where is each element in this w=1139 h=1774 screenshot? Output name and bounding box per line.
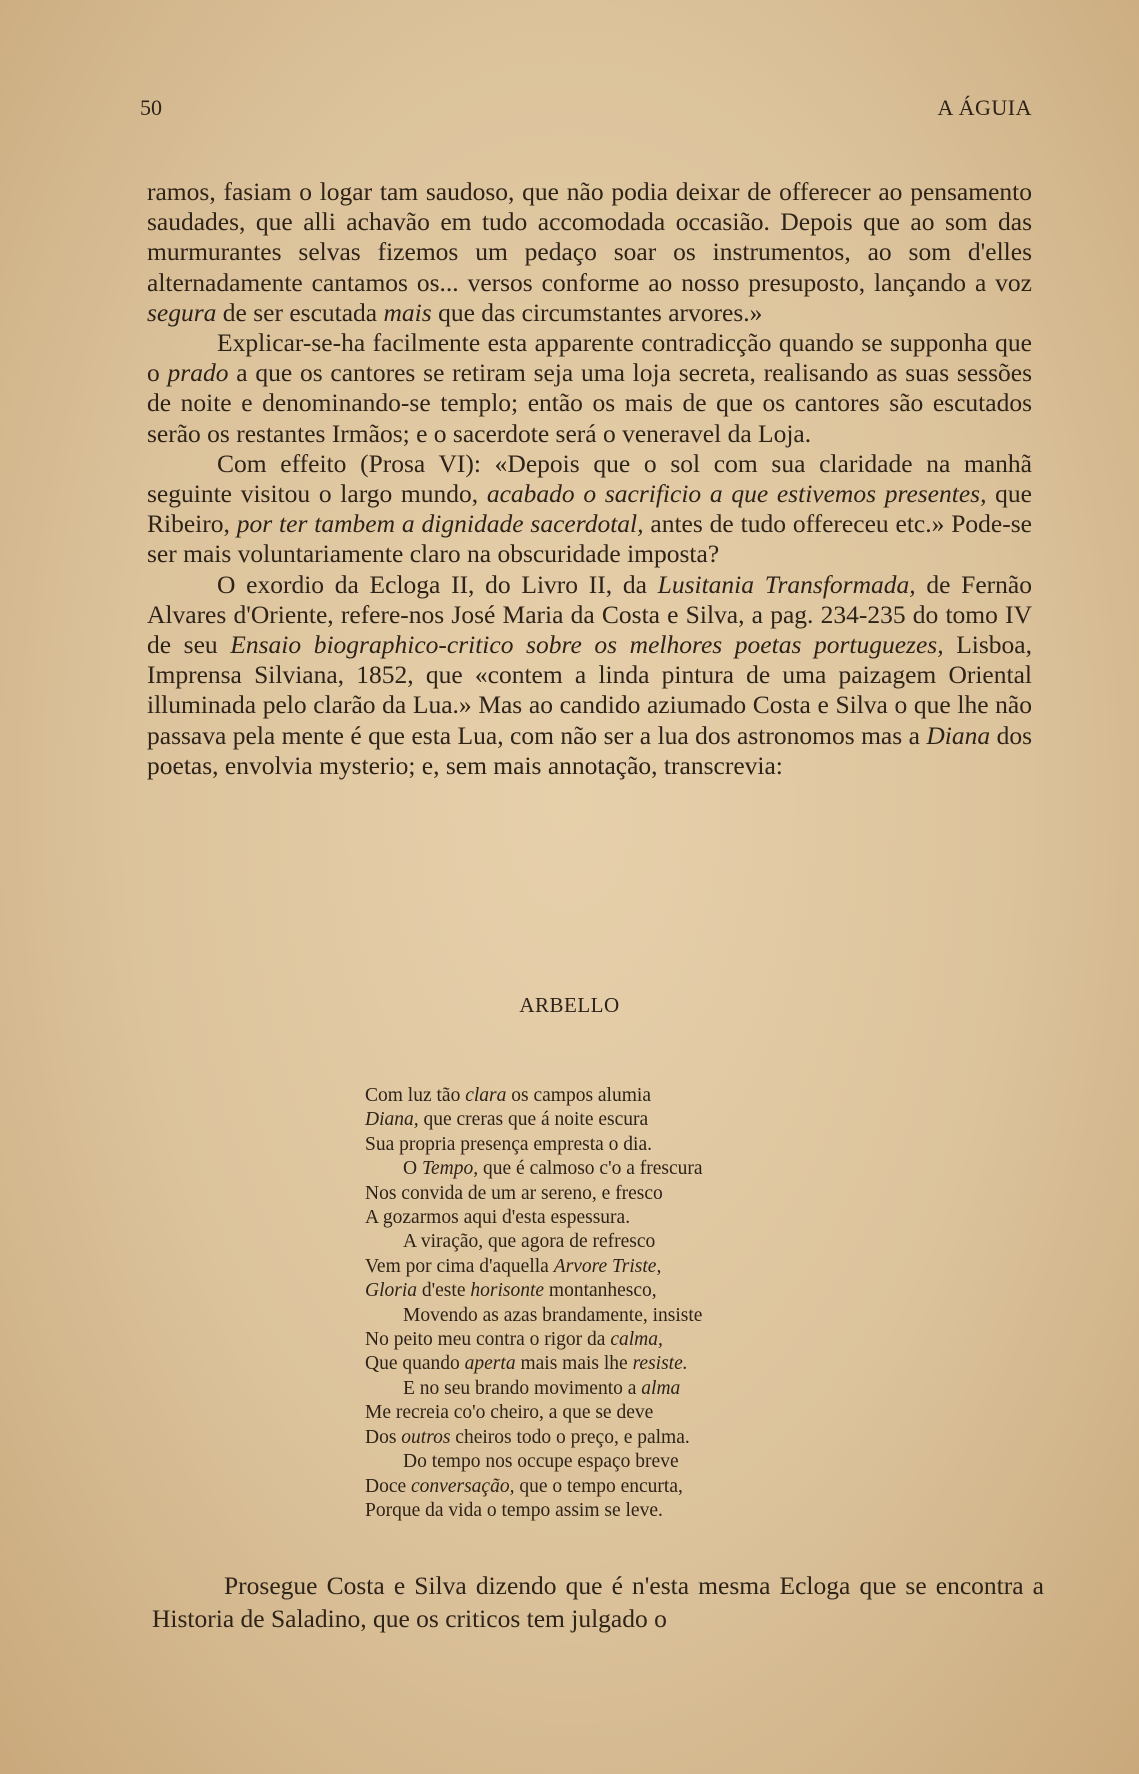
poem-line: Sua propria presença empresta o dia. xyxy=(365,1133,652,1155)
text-run: Explicar-se-ha facilmente esta apparente contradicção quando se supponha que o xyxy=(147,328,1032,388)
poem-line: A viração, que agora de refresco xyxy=(403,1231,656,1253)
poem xyxy=(365,1084,835,1523)
poem-line: Diana, que creras que á noite escura xyxy=(365,1109,649,1131)
body-text xyxy=(147,177,1032,781)
italic-run: mais xyxy=(383,297,432,327)
paragraph-1 xyxy=(147,177,1032,328)
text-run: O exordio da Ecloga II, do Livro II, da xyxy=(217,569,658,599)
poem-line: Me recreia co'o cheiro, a que se deve xyxy=(365,1402,654,1424)
text-run: de ser escutada xyxy=(216,297,384,327)
poem-title: ARBELLO xyxy=(519,993,620,1017)
poem-line: Nos convida de um ar sereno, e fresco xyxy=(365,1182,663,1204)
text-run: a que os cantores se retiram seja uma loja secreta, realisando as suas sessões de noite e denominando-se templo; então os mais de que os cantores são escutados serão os restantes Irmãos; e o sacerdote será o veneravel da Loja. xyxy=(147,358,1032,448)
text-run: Com effeito (Prosa VI): «Depois que o sol com sua claridade na manhã seguinte visitou o largo mundo, xyxy=(147,448,1032,509)
poem-line: E no seu brando movimento a alma xyxy=(403,1377,681,1399)
text-run: ramos, fasiam o logar tam saudoso, que não podia deixar de offerecer ao pensamento saudades, que alli achavão em tudo accomodada occasião. Depois que ao som das murmurantes selvas fizemos um pedaço soar os instrumentos, ao som d'elles alternadamente cantamos os... versos conforme ao nosso presuposto, lançando a voz xyxy=(147,177,1032,297)
paragraph-2 xyxy=(147,328,1032,449)
poem-line: Com luz tão clara os campos alumia xyxy=(365,1085,651,1106)
text-run: Lisboa, Imprensa Silviana, 1852, que «contem a linda pintura de uma paizagem Oriental illuminada pelo clarão da Lua.» Mas ao candido aziumado Costa e Silva o que lhe não passava pela mente é que esta Lua, com não ser a lua dos astronomos mas a xyxy=(147,630,1032,750)
paragraph-4 xyxy=(147,570,1032,781)
text-run: antes de tudo offereceu etc.» Pode-se ser mais voluntariamente claro na obscuridade imposta? xyxy=(147,509,1032,569)
page-header xyxy=(140,95,1032,125)
text-run: que Ribeiro, xyxy=(147,479,1032,539)
italic-run: Diana xyxy=(926,720,991,750)
poem-line: Porque da vida o tempo assim se leve. xyxy=(365,1499,663,1521)
closing-text: Prosegue Costa e Silva dizendo que é n'esta mesma Ecloga que se encontra a Historia de Saladino, que os criticos tem julgado o xyxy=(152,1571,1044,1633)
italic-run: Lusitania Transformada, xyxy=(657,569,916,599)
running-title: A ÁGUIA xyxy=(937,95,1032,120)
poem-line: Vem por cima d'aquella Arvore Triste, xyxy=(365,1255,662,1277)
text-run: que das circumstantes arvores.» xyxy=(431,297,763,327)
poem-line: Dos outros cheiros todo o preço, e palma. xyxy=(365,1426,690,1448)
italic-run: segura xyxy=(147,297,217,327)
text-run: de Fernão Alvares d'Oriente, refere-nos José Maria da Costa e Silva, a pag. 234-235 do tomo IV de seu xyxy=(147,569,1032,660)
closing-paragraph xyxy=(152,1569,1044,1635)
italic-run: acabado o sacrificio a que estivemos presentes, xyxy=(486,479,987,509)
poem-line: A gozarmos aqui d'esta espessura. xyxy=(365,1207,631,1229)
poem-line: Movendo as azas brandamente, insiste xyxy=(403,1304,703,1326)
text-run: dos poetas, envolvia mysterio; e, sem mais annotação, transcrevia: xyxy=(147,720,1032,780)
poem-line: Doce conversação, que o tempo encurta, xyxy=(365,1475,683,1497)
poem-line: No peito meu contra o rigor da calma, xyxy=(365,1329,663,1351)
italic-run: prado xyxy=(167,358,229,388)
italic-run: por ter tambem a dignidade sacerdotal, xyxy=(236,509,644,539)
poem-line: O Tempo, que é calmoso c'o a frescura xyxy=(403,1158,703,1180)
poem-line: Do tempo nos occupe espaço breve xyxy=(403,1451,679,1473)
page-number: 50 xyxy=(140,95,162,120)
poem-line: Gloria d'este horisonte montanhesco, xyxy=(365,1280,657,1302)
italic-run: Ensaio biographico-critico sobre os melhores poetas portuguezes, xyxy=(230,630,944,660)
poem-line: Que quando aperta mais mais lhe resiste. xyxy=(365,1353,688,1375)
paragraph-3 xyxy=(147,449,1032,570)
